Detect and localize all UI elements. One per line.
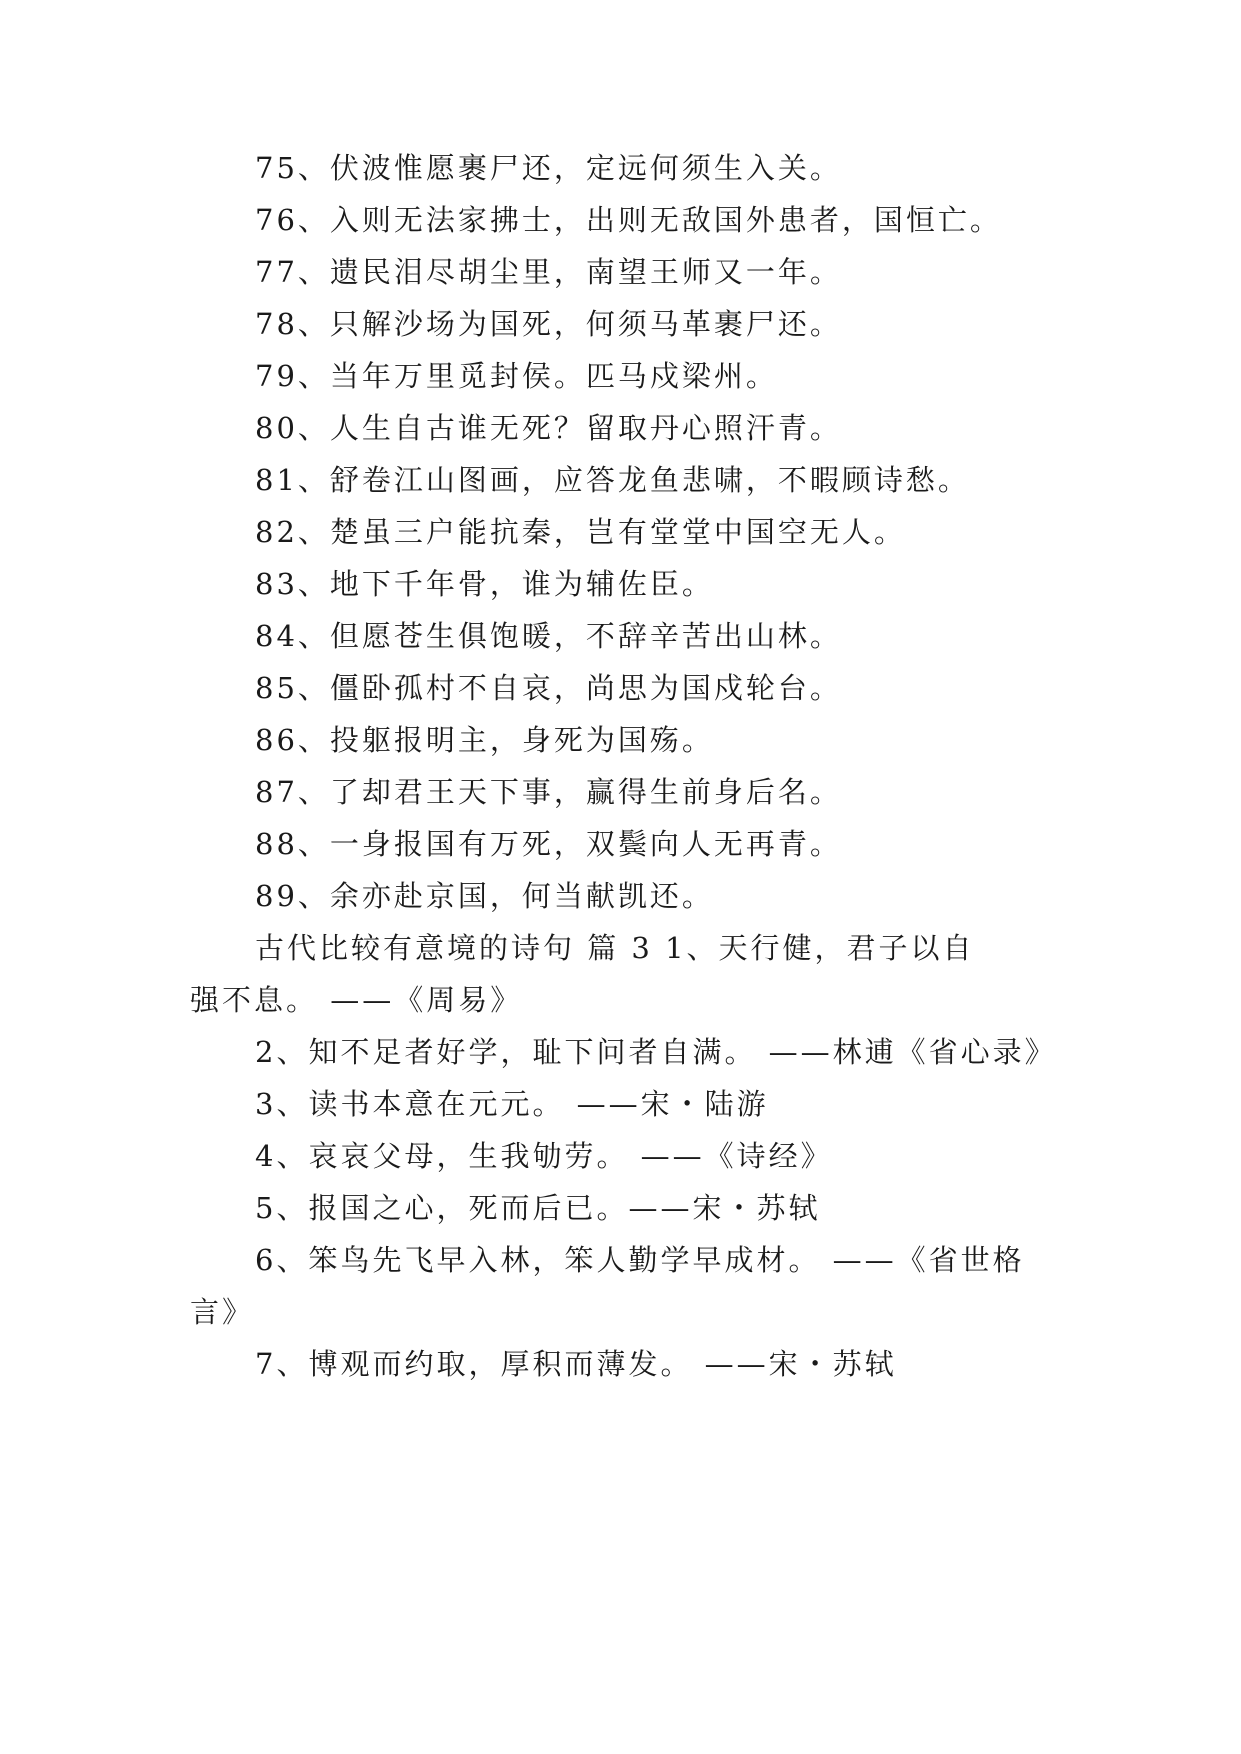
poem-line-81: 81、舒卷江山图画，应答龙鱼悲啸，不暇顾诗愁。 xyxy=(255,463,970,497)
quote-line-3: 3、读书本意在元元。 ——宋・陆游 xyxy=(255,1087,769,1121)
poem-line-77: 77、遗民泪尽胡尘里，南望王师又一年。 xyxy=(255,255,842,289)
poem-line-82: 82、楚虽三户能抗秦，岂有堂堂中国空无人。 xyxy=(255,515,906,549)
quote-line-2: 2、知不足者好学，耻下问者自满。 ——林逋《省心录》 xyxy=(255,1035,1057,1069)
poem-line-80: 80、人生自古谁无死？留取丹心照汗青。 xyxy=(255,411,842,445)
poem-line-75: 75、伏波惟愿裹尸还，定远何须生入关。 xyxy=(255,151,842,185)
poem-line-89: 89、余亦赴京国，何当献凯还。 xyxy=(255,879,714,913)
poem-line-85: 85、僵卧孤村不自哀，尚思为国戍轮台。 xyxy=(255,671,842,705)
quote-line-4: 4、哀哀父母，生我劬劳。 ——《诗经》 xyxy=(255,1139,833,1173)
poem-line-78: 78、只解沙场为国死，何须马革裹尸还。 xyxy=(255,307,842,341)
poem-line-84: 84、但愿苍生俱饱暖，不辞辛苦出山林。 xyxy=(255,619,842,653)
quote-line-6-cont: 言》 xyxy=(190,1295,255,1329)
poem-line-86: 86、投躯报明主，身死为国殇。 xyxy=(255,723,714,757)
poem-line-83: 83、地下千年骨，谁为辅佐臣。 xyxy=(255,567,714,601)
poem-line-79: 79、当年万里觅封侯。匹马戍梁州。 xyxy=(255,359,778,393)
quote-line-7: 7、博观而约取，厚积而薄发。 ——宋・苏轼 xyxy=(255,1347,897,1381)
section-heading: 古代比较有意境的诗句 篇 3 1、天行健，君子以自 xyxy=(255,931,975,965)
poem-line-76: 76、入则无法家拂士，出则无敌国外患者，国恒亡。 xyxy=(255,203,1002,237)
poem-line-88: 88、一身报国有万死，双鬓向人无再青。 xyxy=(255,827,842,861)
quote-line-1-cont: 强不息。 ——《周易》 xyxy=(190,983,523,1017)
poem-line-87: 87、了却君王天下事，赢得生前身后名。 xyxy=(255,775,842,809)
quote-line-5: 5、报国之心，死而后已。——宋・苏轼 xyxy=(255,1191,821,1225)
quote-line-6: 6、笨鸟先飞早入林，笨人勤学早成材。 ——《省世格 xyxy=(255,1243,1025,1277)
